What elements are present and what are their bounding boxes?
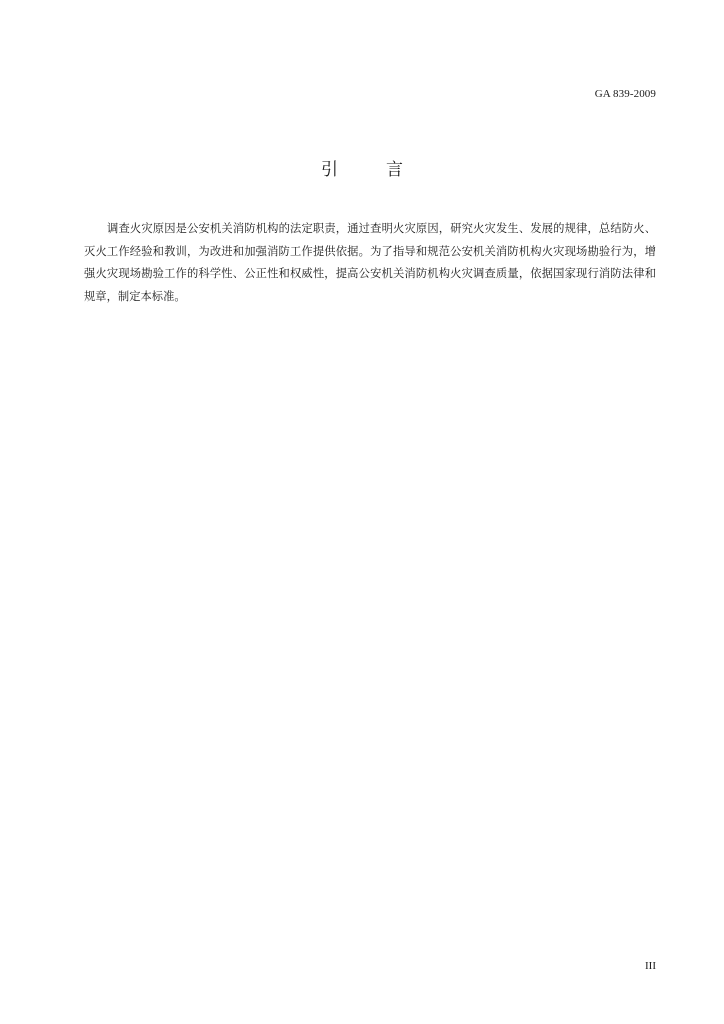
standard-code: GA 839-2009 — [594, 88, 656, 100]
title-char-1: 引 — [321, 160, 338, 180]
title-char-2: 言 — [386, 160, 403, 180]
page-number: III — [645, 960, 656, 972]
introduction-paragraph: 调查火灾原因是公安机关消防机构的法定职责，通过查明火灾原因，研究火灾发生、发展的规律，总结防火、灭火工作经验和教训，为改进和加强消防工作提供依据。为了指导和规范公安机关消防机构火灾现场勘验行为，增强火灾现场勘验工作的科学性、公正性和权威性，提高公安机关消防机构火灾调查质量，依据国家现行消防法律和规章，制定本标准。 — [84, 222, 656, 303]
page-title — [0, 155, 724, 180]
